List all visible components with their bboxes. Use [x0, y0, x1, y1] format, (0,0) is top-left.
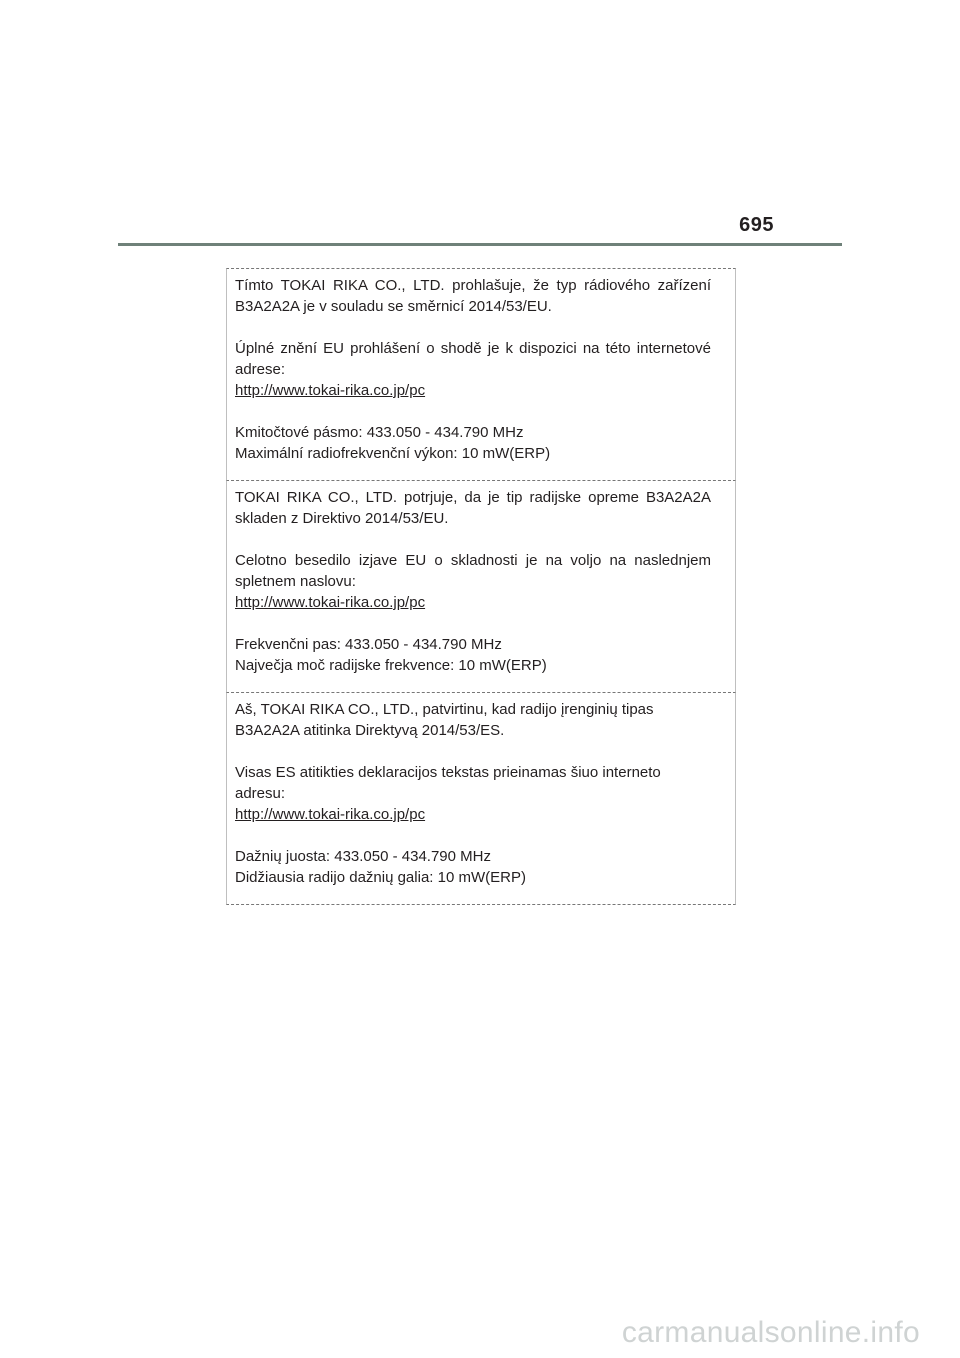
statement-text: Tímto TOKAI RIKA CO., LTD. prohlašuje, že typ rádiového zařízení B3A2A2A je v souladu se směrnicí 2014/53/EU.: [235, 277, 711, 315]
declaration-czech: [226, 268, 736, 480]
availability-label: Celotno besedilo izjave EU o skladnosti je na voljo na naslednjem spletnem naslovu:: [235, 552, 711, 590]
frequency-text: Dažnių juosta: 433.050 - 434.790 MHz: [235, 848, 491, 865]
statement-line-1: Aš, TOKAI RIKA CO., LTD., patvirtinu, kad radijo įrenginių tipas: [235, 701, 654, 718]
declaration-lithuanian: [226, 692, 736, 905]
frequency-text: Frekvenčni pas: 433.050 - 434.790 MHz: [235, 636, 502, 653]
declaration-link[interactable]: http://www.tokai-rika.co.jp/pc: [235, 382, 426, 399]
declaration-slovenian: [226, 480, 736, 692]
availability-text: [235, 338, 711, 401]
availability-line-1: Visas ES atitikties deklaracijos tekstas prieinamas šiuo interneto: [235, 764, 661, 781]
statement-line-2: B3A2A2A atitinka Direktyvą 2014/53/ES.: [235, 722, 505, 739]
header-rule: [118, 243, 842, 246]
availability-line-2: adresu:: [235, 785, 286, 802]
power-text: Didžiausia radijo dažnių galia: 10 mW(ERP): [235, 869, 526, 886]
declaration-box: [226, 268, 736, 905]
availability-text: [235, 550, 711, 613]
watermark-text: carmanualsonline.info: [621, 1316, 920, 1349]
availability-text: [235, 762, 711, 825]
statement-text: TOKAI RIKA CO., LTD. potrjuje, da je tip radijske opreme B3A2A2A skladen z Direktivo 2014/53/EU.: [235, 489, 711, 527]
page-number: 695: [739, 214, 774, 236]
statement-text: [235, 699, 711, 741]
power-text: Maximální radiofrekvenční výkon: 10 mW(ERP): [235, 445, 551, 462]
declaration-link[interactable]: http://www.tokai-rika.co.jp/pc: [235, 594, 426, 611]
power-text: Največja moč radijske frekvence: 10 mW(ERP): [235, 657, 547, 674]
frequency-text: Kmitočtové pásmo: 433.050 - 434.790 MHz: [235, 424, 524, 441]
declaration-link[interactable]: http://www.tokai-rika.co.jp/pc: [235, 806, 426, 823]
availability-label: Úplné znění EU prohlášení o shodě je k dispozici na této internetové adrese:: [235, 340, 711, 378]
